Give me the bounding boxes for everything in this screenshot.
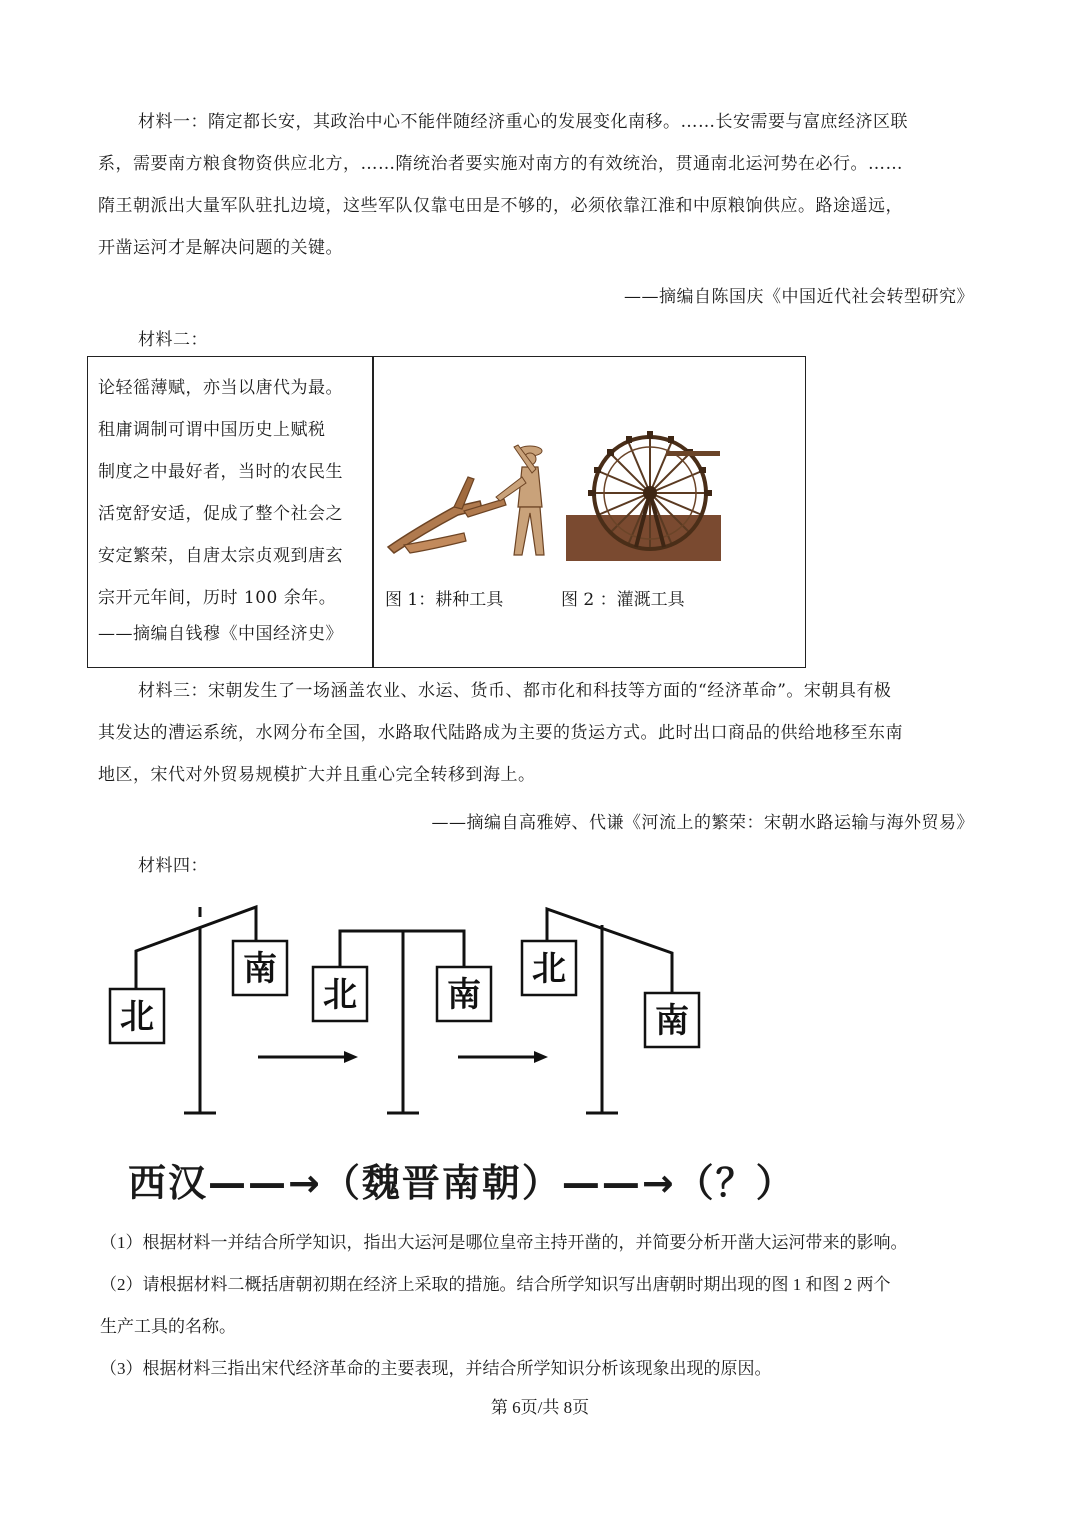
plough-figure <box>384 437 564 567</box>
material1-source: ——摘编自陈国庆《中国近代社会转型研究》 <box>624 287 974 307</box>
material2-line: 安定繁荣，自唐太宗贞观到唐玄 <box>98 546 343 566</box>
material3-line2: 其发达的漕运系统，水网分布全国，水路取代陆路成为主要的货运方式。此时出口商品的供给地移至东南 <box>98 723 903 743</box>
waterwheel-figure <box>566 427 726 563</box>
material3-line3: 地区，宋代对外贸易规模扩大并且重心完全转移到海上。 <box>98 765 536 785</box>
material4-label: 材料四： <box>138 856 208 876</box>
material1-line1: 材料一：隋定都长安，其政治中心不能伴随经济重心的发展变化南移。……长安需要与富庶经济区联 <box>138 112 908 132</box>
material3-source: ——摘编自高雅婷、代谦《河流上的繁荣：宋朝水路运输与海外贸易》 <box>431 813 974 833</box>
farmer-body <box>518 467 542 507</box>
material1-line3: 隋王朝派出大量军队驻扎边境，这些军队仅靠屯田是不够的，必须依靠江淮和中原粮饷供应。路途遥远， <box>98 196 903 216</box>
material2-line: 宗开元年间，历时 100 余年。 <box>98 588 337 608</box>
material2-line: 活宽舒安适，促成了整个社会之 <box>98 504 343 524</box>
box-north-2: 北 <box>323 975 357 1015</box>
box-north-1: 北 <box>120 997 154 1037</box>
wheel-trough <box>666 451 720 456</box>
material1-paragraph <box>98 101 978 269</box>
box-south-2: 南 <box>447 975 481 1015</box>
box-south-3: 南 <box>655 1001 689 1041</box>
material3-paragraph <box>98 670 978 796</box>
question-1: （1）根据材料一并结合所学知识，指出大运河是哪位皇帝主持开凿的，并简要分析开凿大运河带来的影响。 <box>100 1233 908 1252</box>
page-footer: 第 6页/共 8页 <box>490 1398 590 1417</box>
dynasty-sequence: 西汉——→（魏晋南朝）——→（？） <box>128 1161 796 1205</box>
arrow-head <box>534 1051 548 1063</box>
box-north-3: 北 <box>532 949 566 989</box>
balance-diagram <box>100 895 720 1125</box>
question-2-line2: 生产工具的名称。 <box>100 1317 236 1336</box>
question-2-line1: （2）请根据材料二概括唐朝初期在经济上采取的措施。结合所学知识写出唐朝时期出现的图 1 和图 2 两个 <box>100 1275 891 1294</box>
material2-source: ——摘编自钱穆《中国经济史》 <box>98 624 343 644</box>
material2-line: 论轻徭薄赋，亦当以唐代为最。 <box>98 378 343 398</box>
material2-label: 材料二： <box>138 330 208 350</box>
material2-table <box>87 356 806 668</box>
fig1-caption: 图 1：耕种工具 <box>385 590 504 610</box>
box-south-1: 南 <box>243 949 277 989</box>
material1-line4: 开凿运河才是解决问题的关键。 <box>98 238 343 258</box>
material1-line2: 系，需要南方粮食物资供应北方，……隋统治者要实施对南方的有效统治，贯通南北运河势在必行。…… <box>98 154 903 174</box>
farmer-legs <box>514 507 544 555</box>
material3-line1: 材料三：宋朝发生了一场涵盖农业、水运、货币、都市化和科技等方面的“经济革命”。宋朝具有极 <box>138 681 892 701</box>
material2-text <box>98 367 364 619</box>
question-3: （3）根据材料三指出宋代经济革命的主要表现，并结合所学知识分析该现象出现的原因。 <box>100 1359 772 1378</box>
material2-line: 制度之中最好者，当时的农民生 <box>98 462 343 482</box>
table-divider <box>372 357 374 667</box>
arrow-head <box>344 1051 358 1063</box>
material2-line: 租庸调制可谓中国历史上赋税 <box>98 420 326 440</box>
fig2-caption: 图 2 ：灌溉工具 <box>561 590 685 610</box>
